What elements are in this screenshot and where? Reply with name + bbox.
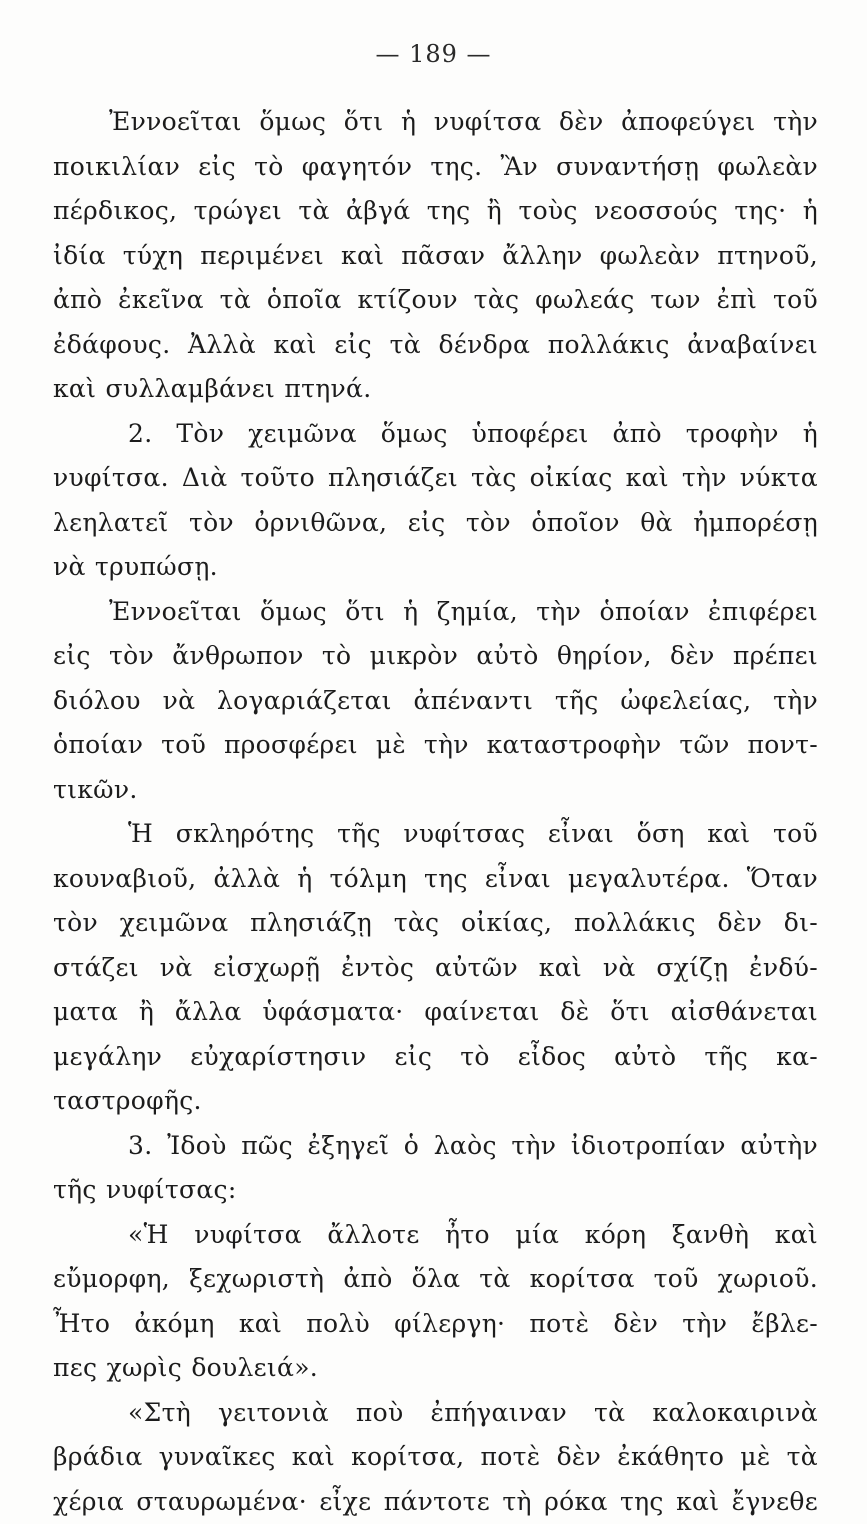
text-line: ἰδία τύχη περιμένει καὶ πᾶσαν ἄλλην φωλεὰν πτηνοῦ,	[53, 234, 818, 279]
text-line: καὶ συλλαμβάνει πτηνά.	[53, 367, 818, 412]
text-line: μεγάλην εὐχαρίστησιν εἰς τὸ εἶδος αὐτὸ τῆς κα-	[53, 1035, 818, 1080]
text-line: στάζει νὰ εἰσχωρῇ ἐντὸς αὐτῶν καὶ νὰ σχίζῃ ἐνδύ-	[53, 946, 818, 991]
text-line: «Στὴ γειτονιὰ ποὺ ἐπήγαιναν τὰ καλοκαιρινὰ	[53, 1391, 818, 1436]
text-line: τὸν χειμῶνα πλησιάζῃ τὰς οἰκίας, πολλάκις δὲν δι-	[53, 901, 818, 946]
text-line: νυφίτσα. Διὰ τοῦτο πλησιάζει τὰς οἰκίας καὶ τὴν νύκτα	[53, 456, 818, 501]
text-line: Ἐννοεῖται ὅμως ὅτι ἡ νυφίτσα δὲν ἀποφεύγει τὴν	[53, 100, 818, 145]
text-line: 2. Τὸν χειμῶνα ὅμως ὑποφέρει ἀπὸ τροφὴν ἡ	[53, 412, 818, 457]
text-line: «Ἡ νυφίτσα ἄλλοτε ἦτο μία κόρη ξανθὴ καὶ	[53, 1213, 818, 1258]
text-line: Ἦτο ἀκόμη καὶ πολὺ φίλεργη· ποτὲ δὲν τὴν ἔβλε-	[53, 1302, 818, 1347]
text-line: ἐδάφους. Ἀλλὰ καὶ εἰς τὰ δένδρα πολλάκις ἀναβαίνει	[53, 323, 818, 368]
text-line: πες χωρὶς δουλειά».	[53, 1346, 818, 1391]
text-line: ματα ἢ ἄλλα ὑφάσματα· φαίνεται δὲ ὅτι αἰσθάνεται	[53, 990, 818, 1035]
text-line: εὔμορφη, ξεχωριστὴ ἀπὸ ὅλα τὰ κορίτσα τοῦ χωριοῦ.	[53, 1257, 818, 1302]
text-line: ποικιλίαν εἰς τὸ φαγητόν της. Ἂν συναντήσῃ φωλεὰν	[53, 145, 818, 190]
text-line: κουναβιοῦ, ἀλλὰ ἡ τόλμη της εἶναι μεγαλυτέρα. Ὅταν	[53, 857, 818, 902]
text-line: πέρδικος, τρώγει τὰ ἀβγά της ἢ τοὺς νεοσσούς της· ἡ	[53, 189, 818, 234]
text-line: διόλου νὰ λογαριάζεται ἀπέναντι τῆς ὠφελείας, τὴν	[53, 679, 818, 724]
text-line: ἀπὸ ἐκεῖνα τὰ ὁποῖα κτίζουν τὰς φωλεάς των ἐπὶ τοῦ	[53, 278, 818, 323]
text-line: τῆς νυφίτσας:	[53, 1168, 818, 1213]
text-line: ὁποίαν τοῦ προσφέρει μὲ τὴν καταστροφὴν τῶν ποντ-	[53, 723, 818, 768]
text-line: 3. Ἰδοὺ πῶς ἐξηγεῖ ὁ λαὸς τὴν ἰδιοτροπίαν αὐτὴν	[53, 1124, 818, 1169]
page-number: — 189 —	[0, 40, 867, 68]
text-line: βράδια γυναῖκες καὶ κορίτσα, ποτὲ δὲν ἐκάθητο μὲ τὰ	[53, 1435, 818, 1480]
text-line: Ἡ σκληρότης τῆς νυφίτσας εἶναι ὅση καὶ τοῦ	[53, 812, 818, 857]
text-line: τικῶν.	[53, 768, 818, 813]
body-text	[53, 100, 818, 1524]
text-line: εἰς τὸν ἄνθρωπον τὸ μικρὸν αὐτὸ θηρίον, δὲν πρέπει	[53, 634, 818, 679]
text-line: λεηλατεῖ τὸν ὀρνιθῶνα, εἰς τὸν ὁποῖον θὰ ἠμπορέσῃ	[53, 501, 818, 546]
text-line: νὰ τρυπώσῃ.	[53, 545, 818, 590]
text-line: Ἐννοεῖται ὅμως ὅτι ἡ ζημία, τὴν ὁποίαν ἐπιφέρει	[53, 590, 818, 635]
text-line: χέρια σταυρωμένα· εἶχε πάντοτε τὴ ρόκα της καὶ ἔγνεθε	[53, 1480, 818, 1524]
text-line: ταστροφῆς.	[53, 1079, 818, 1124]
